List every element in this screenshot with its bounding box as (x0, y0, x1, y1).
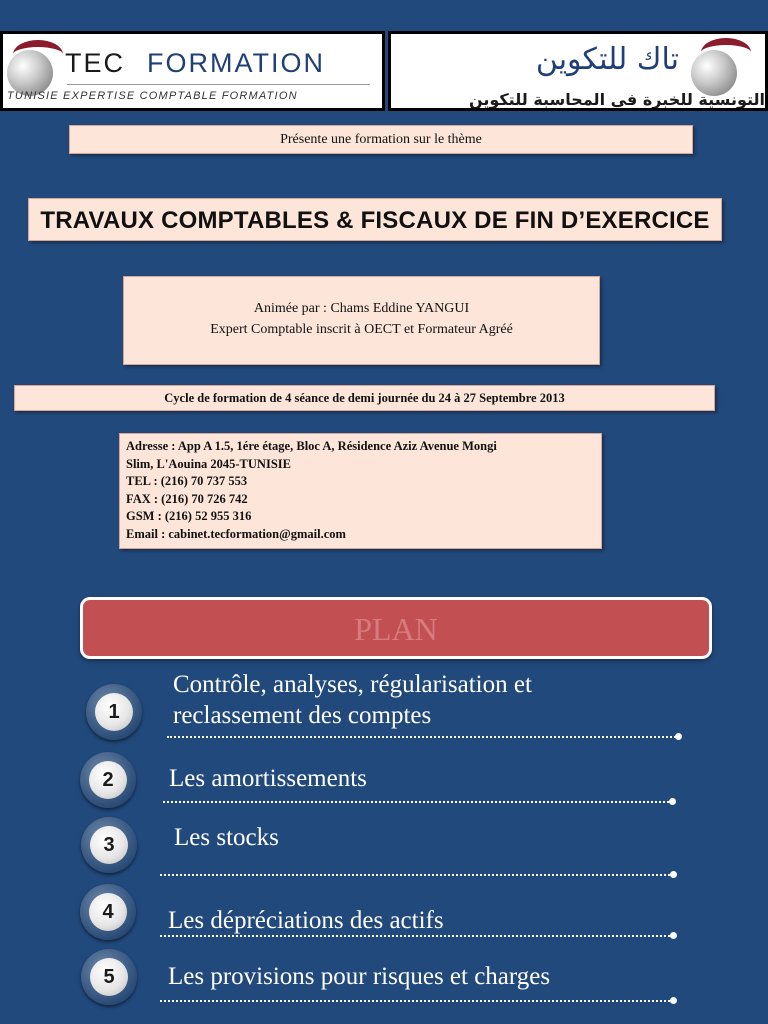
gsm: GSM : (216) 52 955 316 (126, 509, 252, 523)
plan-item-2-divider (163, 801, 673, 803)
plan-item-5-divider (160, 1000, 674, 1002)
logo-rule (67, 84, 370, 85)
intro-text: Présente une formation sur le thème (69, 125, 693, 154)
plan-item-1 (173, 669, 532, 731)
plan-item-5-badge (81, 949, 137, 1005)
phone: TEL : (216) 70 737 553 (126, 474, 248, 488)
plan-item-1-divider (167, 736, 679, 738)
fax: FAX : (216) 70 726 742 (126, 491, 248, 506)
address-line-2: Slim, L'Aouina 2045-TUNISIE (126, 456, 291, 471)
plan-item-3-badge (81, 817, 137, 873)
plan-item-3-divider (160, 874, 674, 876)
plan-item-5-line-1: Les provisions pour risques et charges (168, 963, 551, 990)
plan-item-4-badge (80, 884, 136, 940)
plan-item-3 (174, 822, 279, 853)
arabic-brand-text: تاك للتكوين (535, 42, 679, 77)
plan-item-2 (169, 763, 367, 794)
plan-item-1-line-2: reclassement des comptes (173, 702, 432, 729)
cycle-info: Cycle de formation de 4 séance de demi journée du 24 à 27 Septembre 2013 (14, 385, 715, 411)
email: Email : cabinet.tecformation@gmail.com (126, 526, 346, 541)
plan-item-2-line-1: Les amortissements (169, 765, 367, 792)
contact-box (119, 433, 602, 549)
animateur-credentials: Expert Comptable inscrit à OECT et Formateur Agréé (210, 322, 513, 337)
animateur-name: Animée par : Chams Eddine YANGUI (253, 301, 470, 316)
plan-item-4 (168, 905, 444, 936)
logo-brand-tec: TEC (65, 48, 125, 78)
plan-item-4-line-1: Les dépréciations des actifs (168, 907, 444, 934)
plan-item-2-number: 2 (89, 761, 127, 799)
plan-item-1-line-1: Contrôle, analyses, régularisation et (173, 671, 532, 698)
plan-title: PLAN (80, 597, 712, 659)
logo-brand-text (65, 48, 325, 79)
tec-formation-arabic-logo (388, 31, 768, 111)
address-line-1: Adresse : App A 1.5, 1ére étage, Bloc A, Résidence Aziz Avenue Mongi (126, 439, 497, 453)
plan-item-1-number: 1 (95, 693, 133, 731)
animateur-box (123, 276, 600, 365)
logo-brand-formation: FORMATION (147, 48, 325, 78)
plan-item-3-number: 3 (90, 826, 128, 864)
logo-tagline: TUNISIE EXPERTISE COMPTABLE FORMATION (7, 90, 298, 102)
plan-item-4-number: 4 (89, 893, 127, 931)
plan-item-5-number: 5 (90, 958, 128, 996)
tec-formation-logo (0, 31, 385, 111)
plan-item-4-divider (160, 935, 674, 937)
arabic-tagline: التونسية للخبرة في المحاسبة للتكوين (468, 90, 765, 109)
plan-item-1-badge (86, 684, 142, 740)
plan-item-2-badge (80, 752, 136, 808)
plan-item-3-line-1: Les stocks (174, 824, 279, 851)
page-title: TRAVAUX COMPTABLES & FISCAUX DE FIN D’EXERCICE (28, 198, 722, 241)
plan-item-5 (168, 961, 550, 992)
